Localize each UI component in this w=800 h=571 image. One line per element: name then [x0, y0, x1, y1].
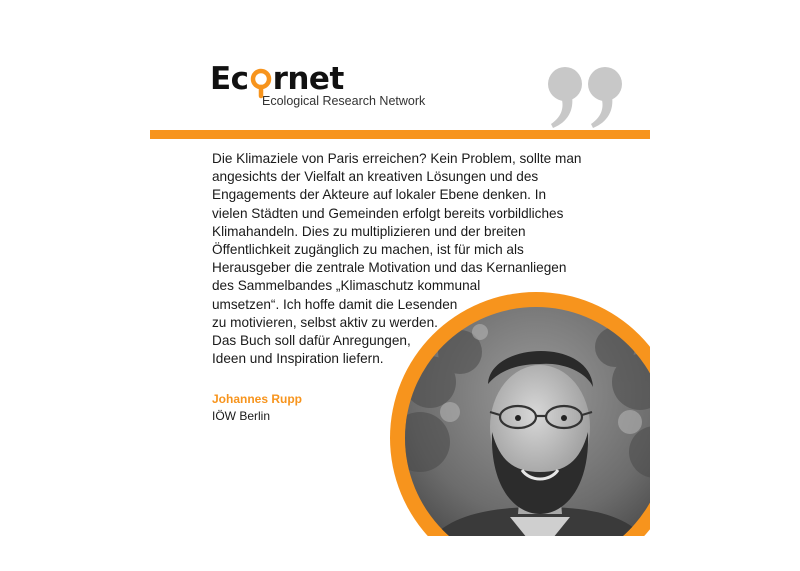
quote-line: Die Klimaziele von Paris erreichen? Kein Problem, sollte man	[212, 151, 582, 166]
quote-line: Öffentlichkeit zugänglich zu machen, ist für mich als	[212, 242, 524, 258]
quote-line: Ideen und Inspiration liefern.	[212, 351, 384, 367]
quote-line: vielen Städten und Gemeinden erfolgt bereits vorbildliches	[212, 205, 564, 221]
ecornet-logo	[210, 62, 425, 108]
quote-line: Herausgeber die zentrale Motivation und das Kernanliegen	[212, 260, 567, 276]
quote-card	[150, 40, 650, 536]
logo-wordmark: Ec rnet	[210, 61, 344, 97]
quote-line: Engagements der Akteure auf lokaler Ebene denken. In	[212, 187, 547, 203]
quote-line: des Sammelbandes „Klimaschutz kommunal	[212, 278, 481, 294]
author-organization: IÖW Berlin	[212, 409, 271, 423]
quote-line: Klimahandeln. Dies zu multiplizieren und der breiten	[212, 223, 526, 239]
quote-line: Das Buch soll dafür Anregungen,	[212, 333, 411, 349]
logo-subtitle: Ecological Research Network	[262, 94, 426, 108]
quote-mark-icon	[548, 66, 628, 128]
magnifier-o-icon	[250, 68, 272, 90]
quote-line: angesichts der Vielfalt an kreativen Lösungen und des	[212, 169, 539, 185]
author-block	[212, 391, 302, 425]
accent-rule	[150, 130, 650, 139]
author-name: Johannes Rupp	[212, 392, 303, 406]
quote-line: zu motivieren, selbst aktiv zu werden.	[212, 314, 438, 330]
quote-line: umsetzen“. Ich hoffe damit die Lesenden	[212, 296, 458, 312]
author-portrait	[390, 292, 650, 536]
